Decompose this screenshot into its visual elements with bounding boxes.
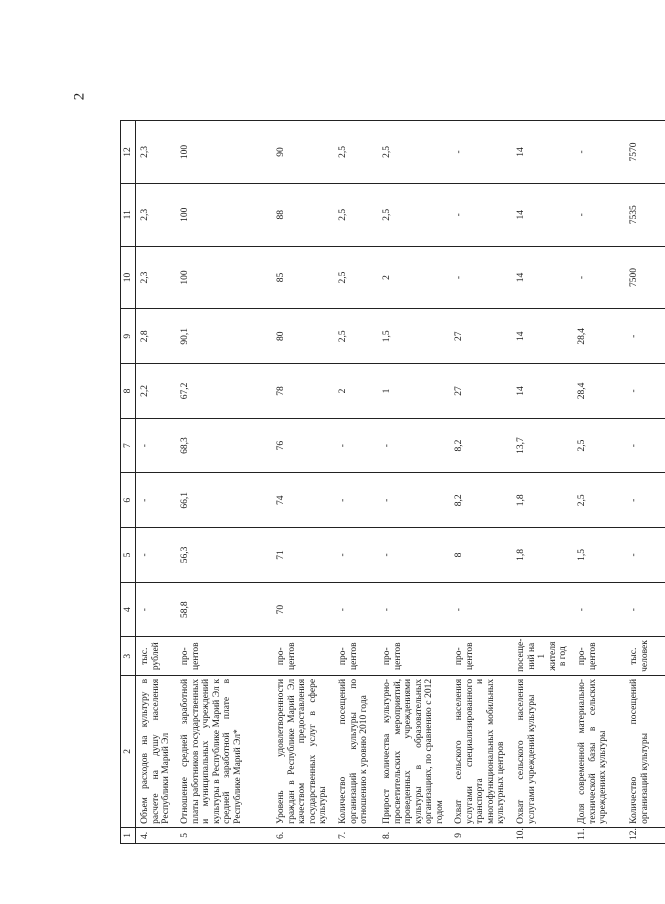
value-cell: 8 <box>450 528 512 583</box>
unit-cell: тыс. рублей <box>136 637 176 675</box>
value-cell: 100 <box>176 183 272 246</box>
value-cell: 2,5 <box>334 309 378 364</box>
value-cell: 14 <box>512 183 573 246</box>
indicator-name-cell: Уровень удовлетворенности граждан в Республике Марий Эл качеством предоставления государственных услуг в сфере культуры <box>272 675 334 827</box>
value-cell: 14 <box>512 121 573 184</box>
value-cell: 100 <box>176 246 272 309</box>
value-cell: 1,8 <box>512 473 573 528</box>
row-number-cell: 6. <box>272 827 334 843</box>
column-header: 6 <box>121 473 136 528</box>
value-cell: - <box>625 418 665 473</box>
value-cell: - <box>136 473 176 528</box>
value-cell: 14 <box>512 309 573 364</box>
row-number-cell: 5 <box>176 827 272 843</box>
value-cell: 14 <box>512 364 573 419</box>
value-cell: - <box>450 183 512 246</box>
unit-cell: про-центов <box>176 637 272 675</box>
value-cell: 14 <box>512 246 573 309</box>
value-cell: 28,4 <box>573 364 625 419</box>
value-cell: 71 <box>272 528 334 583</box>
value-cell: - <box>625 528 665 583</box>
value-cell: 2,5 <box>573 418 625 473</box>
value-cell: 68,3 <box>176 418 272 473</box>
column-header: 3 <box>121 637 136 675</box>
value-cell: - <box>334 528 378 583</box>
value-cell: - <box>136 418 176 473</box>
value-cell: - <box>136 528 176 583</box>
value-cell: - <box>573 183 625 246</box>
column-header: 8 <box>121 364 136 419</box>
table-row <box>573 121 625 844</box>
unit-cell: про-центов <box>334 637 378 675</box>
value-cell: - <box>625 473 665 528</box>
value-cell: 2,5 <box>334 183 378 246</box>
value-cell: 2,5 <box>378 183 450 246</box>
value-cell <box>512 582 573 637</box>
value-cell: - <box>573 121 625 184</box>
value-cell: 27 <box>450 309 512 364</box>
indicator-name-cell: Охват сельского населения услугами специализированного транспорта и многофункциональных мобильных культурных центров <box>450 675 512 827</box>
value-cell: - <box>378 528 450 583</box>
column-header: 12 <box>121 121 136 184</box>
column-header: 9 <box>121 309 136 364</box>
indicator-name-cell: Отношение средней заработной платы работников государственных и муниципальных учреждений культуры в Республике Марий Эл к средней заработной плате в Республике Марий Эл* <box>176 675 272 827</box>
value-cell: 13,7 <box>512 418 573 473</box>
value-cell: 66,1 <box>176 473 272 528</box>
column-header: 11 <box>121 183 136 246</box>
value-cell: 2,5 <box>378 121 450 184</box>
value-cell: 56,3 <box>176 528 272 583</box>
value-cell: 7500 <box>625 246 665 309</box>
table-row <box>378 121 450 844</box>
value-cell: - <box>378 418 450 473</box>
value-cell: 28,4 <box>573 309 625 364</box>
value-cell: 27 <box>450 364 512 419</box>
value-cell: 90 <box>272 121 334 184</box>
column-header: 5 <box>121 528 136 583</box>
indicator-name-cell: Доля современной материально-технической базы в сельских учреждениях культуры <box>573 675 625 827</box>
value-cell: 7570 <box>625 121 665 184</box>
value-cell: - <box>573 582 625 637</box>
value-cell: 74 <box>272 473 334 528</box>
value-cell: 2 <box>334 364 378 419</box>
indicator-name-cell: Количество посещений организаций культуры <box>625 675 665 827</box>
column-header: 7 <box>121 418 136 473</box>
value-cell: 70 <box>272 582 334 637</box>
value-cell: 8,2 <box>450 418 512 473</box>
unit-cell: тыс. человек <box>625 637 665 675</box>
value-cell: - <box>136 582 176 637</box>
value-cell: 2,3 <box>136 246 176 309</box>
value-cell: 1,8 <box>512 528 573 583</box>
table-row <box>272 121 334 844</box>
table-body <box>136 121 665 844</box>
value-cell: - <box>334 418 378 473</box>
value-cell: - <box>450 121 512 184</box>
value-cell: 1,5 <box>378 309 450 364</box>
value-cell: - <box>573 246 625 309</box>
row-number-cell: 10. <box>512 827 573 843</box>
value-cell: 8,2 <box>450 473 512 528</box>
value-cell: - <box>625 582 665 637</box>
value-cell: 2 <box>378 246 450 309</box>
row-number-cell: 8. <box>378 827 450 843</box>
value-cell: 2,5 <box>573 473 625 528</box>
unit-cell: посеще-ний на 1 жителя в год <box>512 637 573 675</box>
value-cell: 7535 <box>625 183 665 246</box>
value-cell: 67,2 <box>176 364 272 419</box>
column-header: 1 <box>121 827 136 843</box>
value-cell: - <box>625 364 665 419</box>
row-number-cell: 7. <box>334 827 378 843</box>
header-row <box>121 121 136 844</box>
value-cell: 2,2 <box>136 364 176 419</box>
value-cell: 2,8 <box>136 309 176 364</box>
unit-cell: про-центов <box>450 637 512 675</box>
table-row <box>136 121 176 844</box>
column-header: 4 <box>121 582 136 637</box>
indicator-name-cell: Объем расходов на культуру в расчете на душу населения Республики Марий Эл <box>136 675 176 827</box>
unit-cell: про-центов <box>378 637 450 675</box>
table-row <box>512 121 573 844</box>
page-number: 2 <box>71 92 88 101</box>
value-cell: 85 <box>272 246 334 309</box>
value-cell: 2,3 <box>136 183 176 246</box>
rotated-page-content <box>120 120 650 844</box>
indicator-name-cell: Количество посещений организаций культуры по отношению к уровню 2010 года <box>334 675 378 827</box>
value-cell: 88 <box>272 183 334 246</box>
value-cell: - <box>378 582 450 637</box>
value-cell: 1 <box>378 364 450 419</box>
value-cell: - <box>334 473 378 528</box>
value-cell: 80 <box>272 309 334 364</box>
indicator-name-cell: Прирост количества культурно-просветительских мероприятий, проведенных учреждениями культуры в образовательных организациях, по сравнению с 2012 годом <box>378 675 450 827</box>
table-row <box>176 121 272 844</box>
row-number-cell: 9 <box>450 827 512 843</box>
value-cell: - <box>625 309 665 364</box>
value-cell: - <box>450 246 512 309</box>
value-cell: 2,5 <box>334 121 378 184</box>
row-number-cell: 4. <box>136 827 176 843</box>
value-cell: 90,1 <box>176 309 272 364</box>
row-number-cell: 12. <box>625 827 665 843</box>
value-cell: 100 <box>176 121 272 184</box>
value-cell: - <box>450 582 512 637</box>
value-cell: 76 <box>272 418 334 473</box>
unit-cell: про-центов <box>272 637 334 675</box>
table-row <box>450 121 512 844</box>
row-number-cell: 11. <box>573 827 625 843</box>
indicators-table <box>120 120 665 844</box>
unit-cell: про-центов <box>573 637 625 675</box>
value-cell: - <box>334 582 378 637</box>
column-header: 10 <box>121 246 136 309</box>
table-row <box>625 121 665 844</box>
value-cell: 2,3 <box>136 121 176 184</box>
value-cell: 2,5 <box>334 246 378 309</box>
value-cell: 1,5 <box>573 528 625 583</box>
value-cell: 78 <box>272 364 334 419</box>
value-cell: - <box>378 473 450 528</box>
table-row <box>334 121 378 844</box>
column-header: 2 <box>121 675 136 827</box>
value-cell: 58,8 <box>176 582 272 637</box>
indicator-name-cell: Охват сельского населения услугами учреждений культуры <box>512 675 573 827</box>
